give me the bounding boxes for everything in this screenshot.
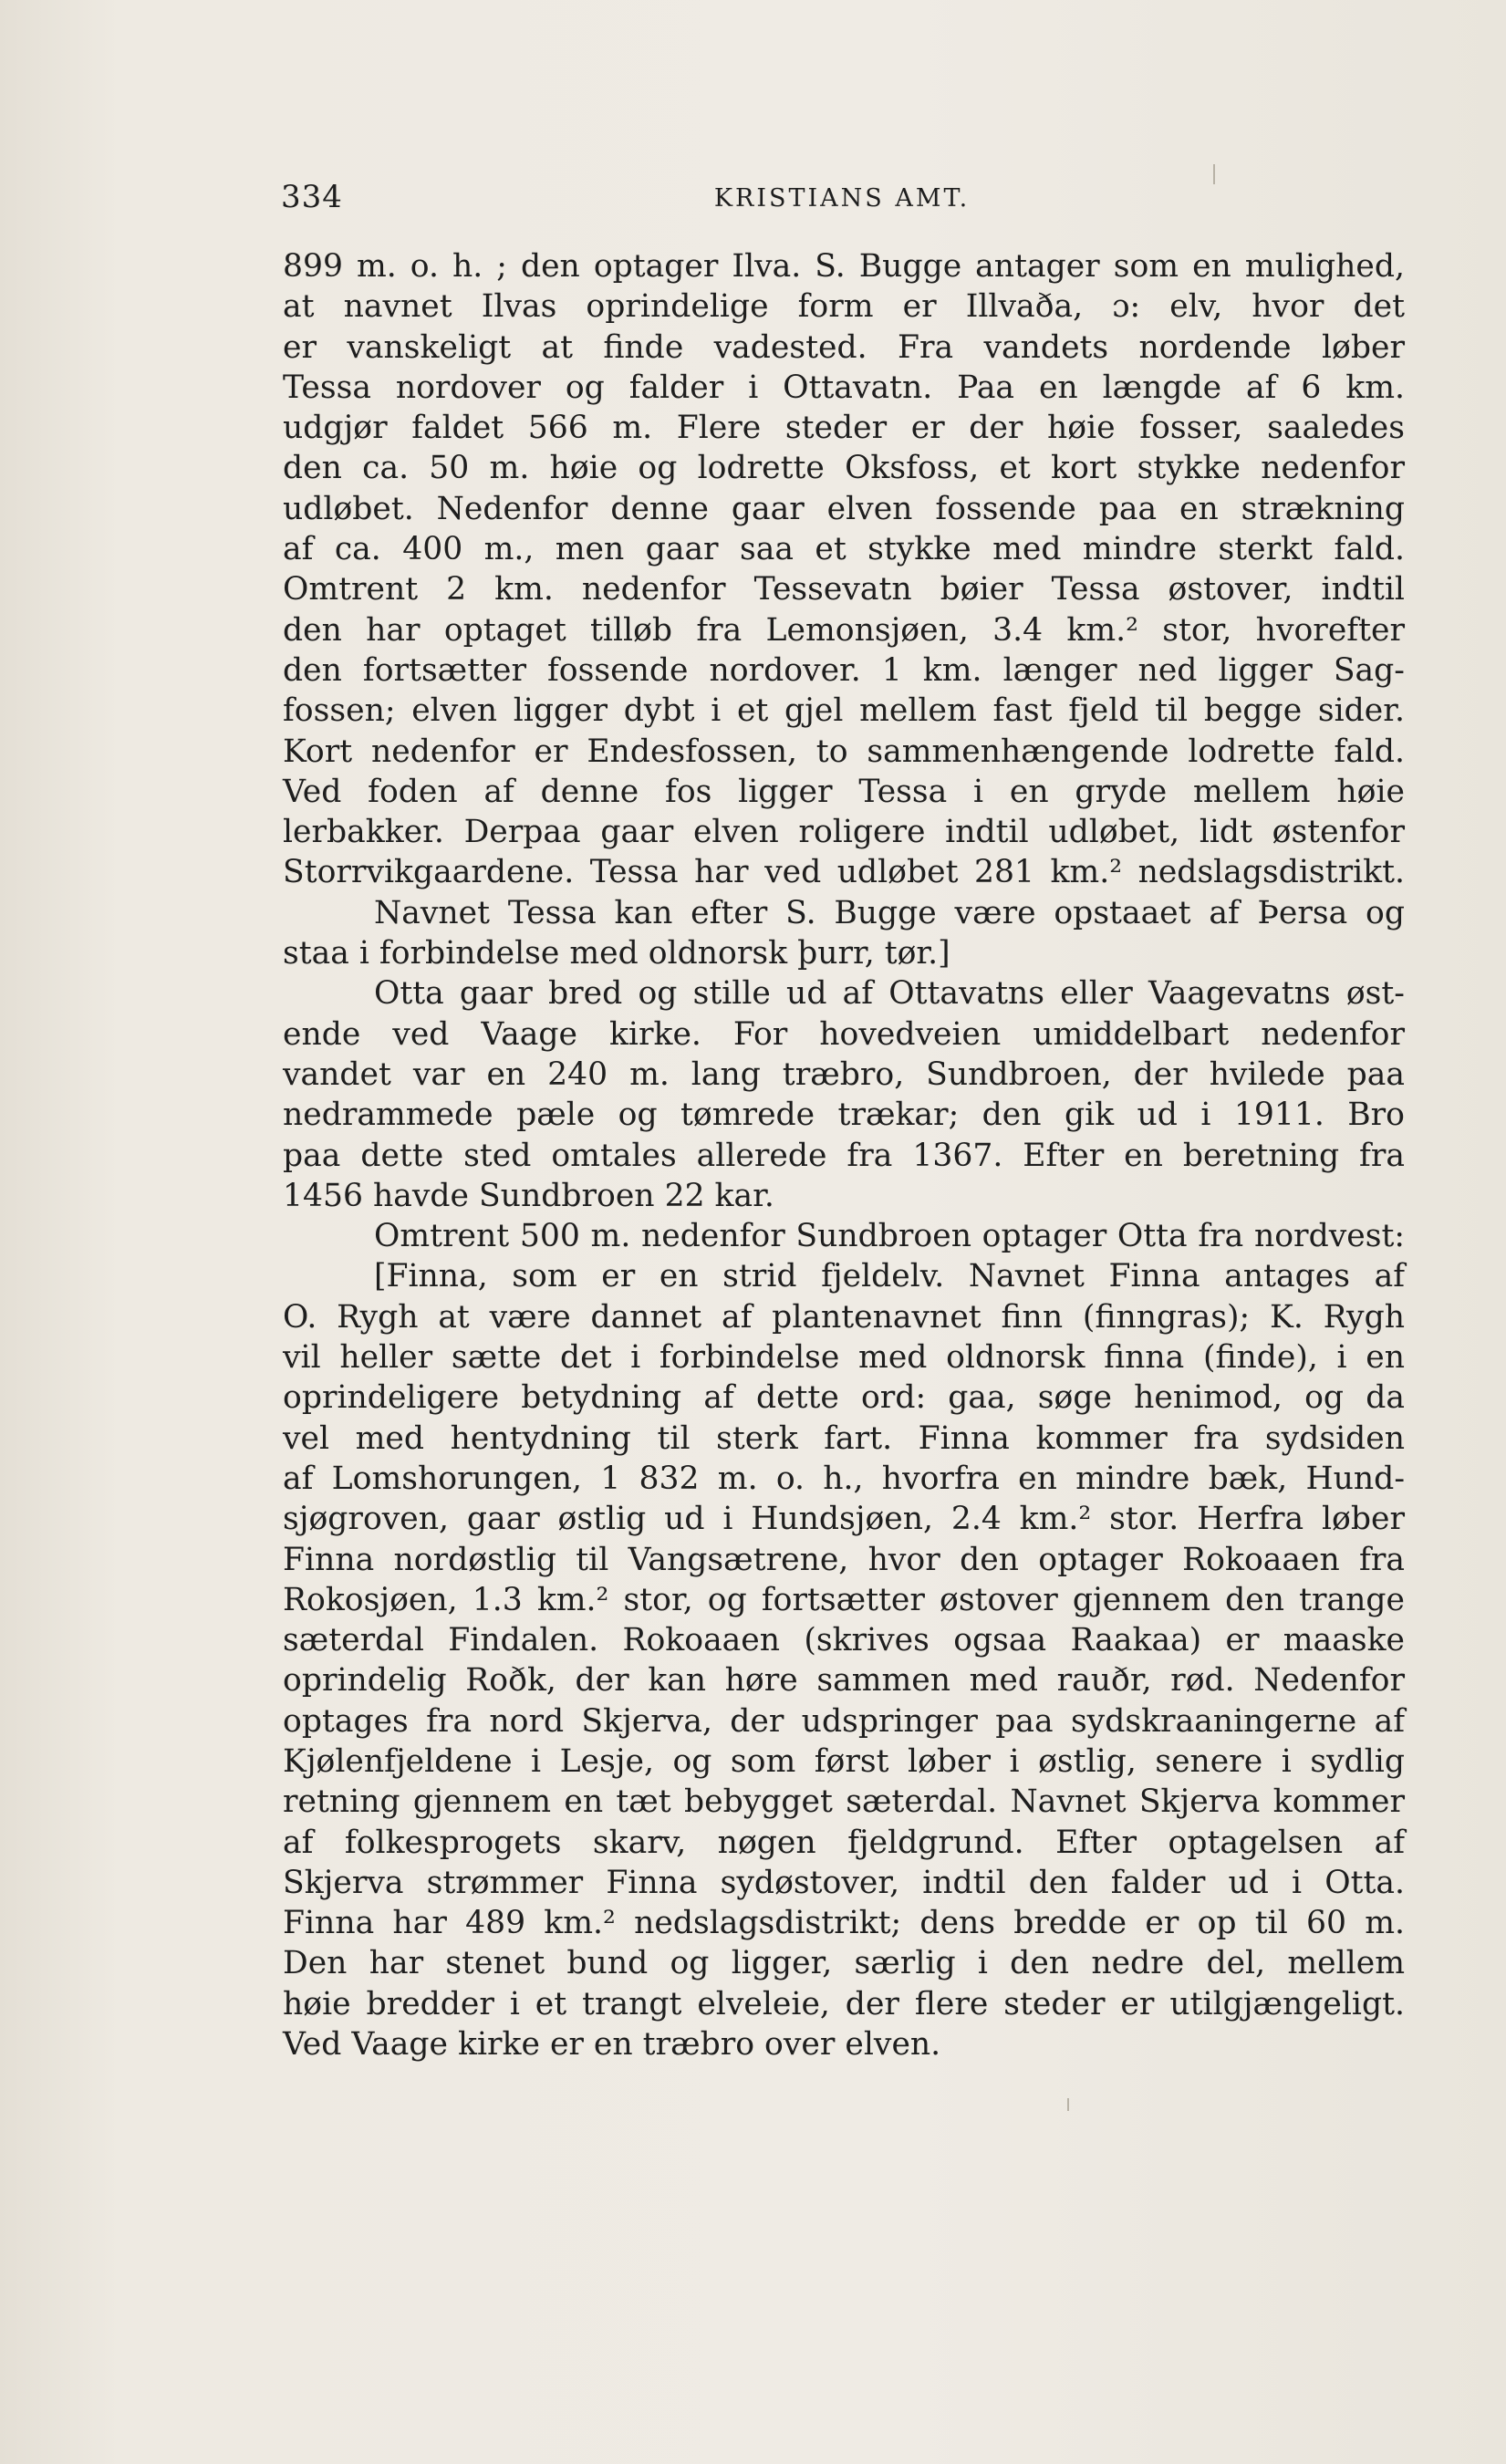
text-line: den har optaget tilløb fra Lemonsjøen, 3.4 km.² stor, hvorefter	[283, 611, 1405, 649]
text-line: nedrammede pæle og tømrede trækar; den gik ud i 1911. Bro	[283, 1097, 1405, 1134]
text-line: af Lomshorungen, 1 832 m. o. h., hvorfra en mindre bæk, Hund-	[283, 1460, 1405, 1497]
text-line: staa i forbindelse med oldnorsk þurr, tør.]	[283, 935, 950, 972]
text-line: optages fra nord Skjerva, der udspringer paa sydskraaningerne af	[283, 1702, 1405, 1740]
text-line: Ved foden af denne fos ligger Tessa i en gryde mellem høie	[283, 773, 1405, 810]
text-line: at navnet Ilvas oprindelige form er Illvaða, ɔ: elv, hvor det	[283, 288, 1405, 326]
text-line: oprindeligere betydning af dette ord: gaa, søge henimod, og da	[283, 1379, 1405, 1417]
text-line: 899 m. o. h. ; den optager Ilva. S. Bugge antager som en mulighed,	[283, 248, 1405, 285]
text-line: er vanskeligt at finde vadested. Fra vandets nordende løber	[283, 328, 1405, 366]
text-line: Rokosjøen, 1.3 km.² stor, og fortsætter østover gjennem den trange	[283, 1581, 1405, 1618]
text-line: retning gjennem en tæt bebygget sæterdal. Navnet Skjerva kommer	[283, 1783, 1405, 1821]
text-line: Storrvikgaardene. Tessa har ved udløbet 281 km.² nedslagsdistrikt.	[283, 854, 1405, 891]
text-line: vil heller sætte det i forbindelse med oldnorsk finna (finde), i en	[283, 1339, 1405, 1377]
text-line: udløbet. Nedenfor denne gaar elven fossende paa en strækning	[283, 490, 1405, 527]
text-line: Tessa nordover og falder i Ottavatn. Paa en længde af 6 km.	[283, 369, 1405, 406]
text-line: paa dette sted omtales allerede fra 1367. Efter en beretning fra	[283, 1137, 1405, 1174]
text-line: lerbakker. Derpaa gaar elven roligere indtil udløbet, lidt østenfor	[283, 814, 1405, 851]
text-line: udgjør faldet 566 m. Flere steder er der høie fosser, saaledes	[283, 410, 1405, 447]
text-line: Den har stenet bund og ligger, særlig i den nedre del, mellem	[283, 1945, 1405, 1982]
text-line: oprindelig Roðk, der kan høre sammen med rauðr, rød. Nedenfor	[283, 1662, 1405, 1700]
text-line: den fortsætter fossende nordover. 1 km. længer ned ligger Sag-	[283, 651, 1405, 689]
text-line: Ved Vaage kirke er en træbro over elven.	[283, 2026, 941, 2064]
text-line: Finna har 489 km.² nedslagsdistrikt; dens bredde er op til 60 m.	[283, 1905, 1405, 1942]
text-line: sæterdal Findalen. Rokoaaen (skrives ogsaa Raakaa) er maaske	[283, 1622, 1405, 1659]
text-line: af ca. 400 m., men gaar saa et stykke med mindre sterkt fald.	[283, 531, 1405, 568]
page-header	[281, 179, 1403, 215]
text-line: høie bredder i et trangt elveleie, der flere steder er utilgjængeligt.	[283, 1985, 1405, 2022]
text-line: 1456 havde Sundbroen 22 kar.	[283, 1177, 774, 1214]
text-line: Omtrent 500 m. nedenfor Sundbroen optager Otta fra nordvest:	[374, 1218, 1405, 1255]
body-text	[283, 246, 1405, 2064]
text-line: sjøgroven, gaar østlig ud i Hundsjøen, 2.4 km.² stor. Herfra løber	[283, 1501, 1405, 1538]
text-line: den ca. 50 m. høie og lodrette Oksfoss, et kort stykke nedenfor	[283, 450, 1405, 487]
text-line: Kjølenfjeldene i Lesje, og som først løber i østlig, senere i sydlig	[283, 1742, 1405, 1780]
text-line: af folkesprogets skarv, nøgen fjeldgrund. Efter optagelsen af	[283, 1824, 1405, 1861]
text-line: Skjerva strømmer Finna sydøstover, indtil den falder ud i Otta.	[283, 1864, 1405, 1901]
text-line: vel med hentydning til sterk fart. Finna kommer fra sydsiden	[283, 1419, 1405, 1457]
text-line: Kort nedenfor er Endesfossen, to sammenhængende lodrette fald.	[283, 733, 1405, 770]
text-line: O. Rygh at være dannet af plantenavnet finn (finngras); K. Rygh	[283, 1298, 1405, 1336]
running-title: KRISTIANS AMT.	[713, 184, 971, 213]
text-line: Navnet Tessa kan efter S. Bugge være opstaaet af Þersa og	[374, 894, 1405, 931]
paper-speck	[1067, 2098, 1069, 2111]
text-line: ende ved Vaage kirke. For hovedveien umiddelbart nedenfor	[283, 1015, 1405, 1053]
text-line: Omtrent 2 km. nedenfor Tessevatn bøier Tessa østover, indtil	[283, 571, 1405, 608]
page-number: 334	[281, 179, 343, 215]
text-line: vandet var en 240 m. lang træbro, Sundbroen, der hvilede paa	[283, 1055, 1405, 1093]
text-line: Otta gaar bred og stille ud af Ottavatns eller Vaagevatns øst-	[374, 975, 1405, 1013]
text-line: fossen; elven ligger dybt i et gjel mellem fast fjeld til begge sider.	[283, 692, 1405, 730]
text-line: [Finna, som er en strid fjeldelv. Navnet Finna antages af	[374, 1258, 1405, 1295]
text-line: Finna nordøstlig til Vangsætrene, hvor den optager Rokoaaen fra	[283, 1541, 1405, 1578]
paper-speck	[1213, 164, 1215, 184]
